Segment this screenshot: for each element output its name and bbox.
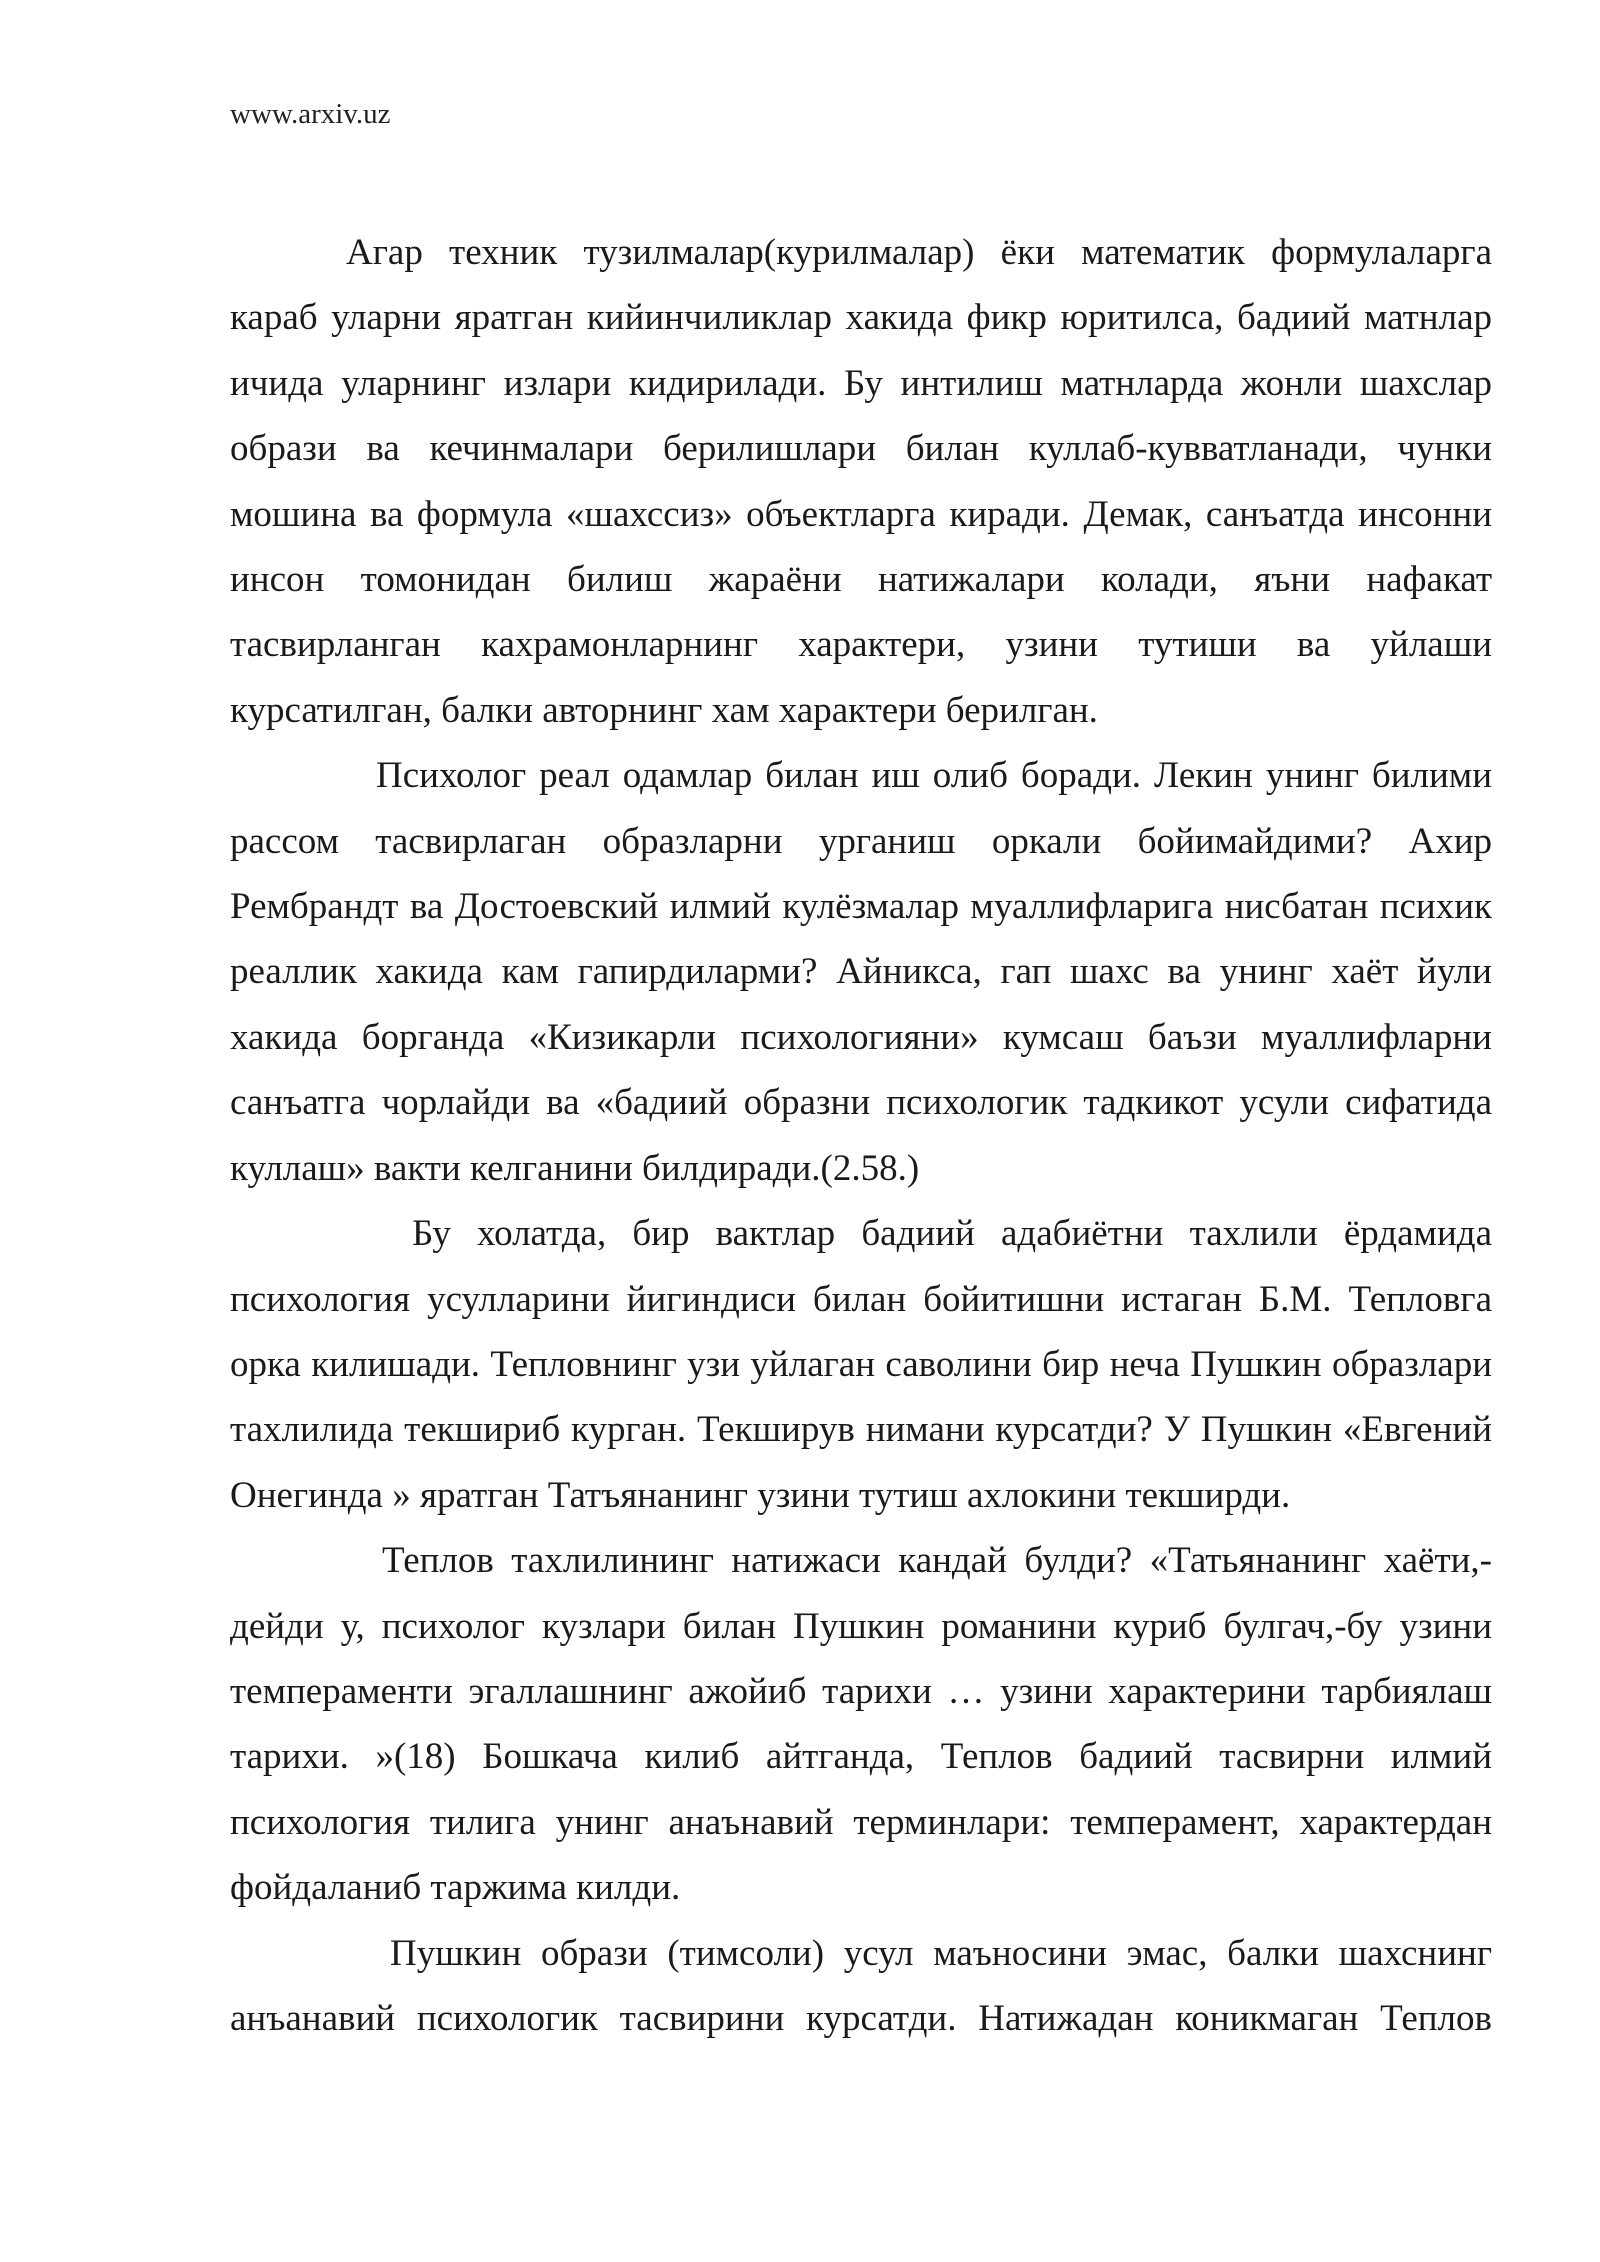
paragraph-5: Пушкин образи (тимсоли) усул маъносини эмас, балки шахснинг анъанавий психологик тасвирини курсатди. Натижадан коникмаган Теплов <box>230 1932 1492 2039</box>
paragraph-3: Бу холатда, бир вактлар бадиий адабиётни тахлили ёрдамида психология усулларини йигиндиси билан бойитишни истаган Б.М. Тепловга орка килишади. Тепловнинг узи уйлаган саволини бир неча Пушкин образлари тахлилида текшириб курган. Текширув нимани курсатди? У Пушкин «Евгений Онегинда » яратган Татъянанинг узини тутиш ахлокини текширди. <box>230 1213 1492 1516</box>
document-body <box>230 220 1492 2051</box>
paragraph-2: Психолог реал одамлар билан иш олиб боради. Лекин унинг билими рассом тасвирлаган образларни урганиш оркали бойимайдими? Ахир Рембрандт ва Достоевский илмий кулёзмалар муаллифларига нисбатан психик реаллик хакида кам гапирдиларми? Айникса, гап шахс ва унинг хаёт йули хакида борганда «Кизикарли психологияни» кумсаш баъзи муаллифларни санъатга чорлайди ва «бадиий образни психологик тадкикот усули сифатида куллаш» вакти келганини билдиради.(2.58.) <box>230 755 1492 1189</box>
paragraph-4: Теплов тахлилининг натижаси кандай булди? «Татьянанинг хаёти,- дейди у, психолог кузлари билан Пушкин романини куриб булгач,-бу узини темпераменти эгаллашнинг ажойиб тарихи … узини характерини тарбиялаш тарихи. »(18) Бошкача килиб айтганда, Теплов бадиий тасвирни илмий психология тилига унинг анаънавий терминлари: темперамент, характердан фойдаланиб таржима килди. <box>230 1540 1492 1909</box>
paragraph-1: Агар техник тузилмалар(курилмалар) ёки математик формулаларга караб уларни яратган кийинчиликлар хакида фикр юритилса, бадиий матнлар ичида уларнинг излари кидирилади. Бу интилиш матнларда жонли шахслар образи ва кечинмалари берилишлари билан куллаб-кувватланади, чунки мошина ва формула «шахссиз» объектларга киради. Демак, санъатда инсонни инсон томонидан билиш жараёни натижалари колади, яъни нафакат тасвирланган кахрамонларнинг характери, узини тутиши ва уйлаши курсатилган, балки авторнинг хам характери берилган. <box>230 232 1492 731</box>
header-url: www.arxiv.uz <box>230 98 391 130</box>
